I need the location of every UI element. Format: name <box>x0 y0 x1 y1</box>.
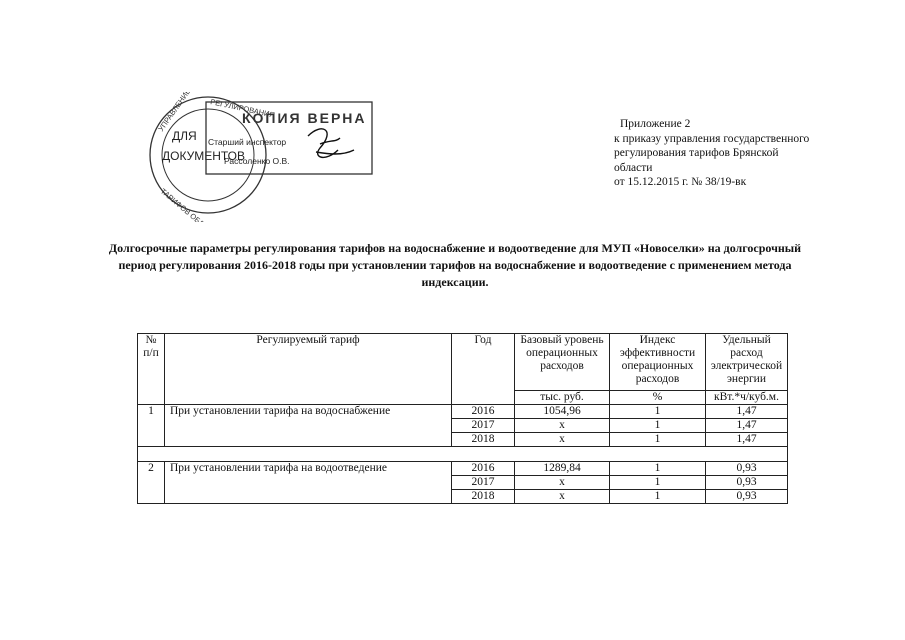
unit-base: тыс. руб. <box>515 391 610 405</box>
seal-ring-text-left: УПРАВЛЕНИЕ ГОС. <box>156 92 204 134</box>
header-tariff: Регулируемый тариф <box>165 334 452 405</box>
cell-year: 2017 <box>452 476 515 490</box>
certification-stamp <box>140 92 380 222</box>
stamp-seal-svg <box>140 92 380 222</box>
appendix-reference <box>614 117 884 190</box>
cell-base: х <box>515 433 610 447</box>
appendix-line-2: к приказу управления государственного <box>614 132 810 145</box>
seal-ring-text-top: РЕГУЛИРОВАНИЯ <box>209 97 276 120</box>
header-num: № п/п <box>138 334 165 405</box>
cell-year: 2017 <box>452 419 515 433</box>
unit-index: % <box>610 391 706 405</box>
copy-stamp-text: КОПИЯ ВЕРНА <box>242 110 367 126</box>
group-tariff: При установлении тарифа на водоснабжение <box>165 405 452 447</box>
group-num: 2 <box>138 462 165 504</box>
stamp-for-docs-line2: ДОКУМЕНТОВ <box>162 149 246 163</box>
cell-base: 1289,84 <box>515 462 610 476</box>
cell-index: 1 <box>610 419 706 433</box>
cell-energy: 1,47 <box>706 405 788 419</box>
cell-index: 1 <box>610 476 706 490</box>
appendix-line-3: регулирования тарифов Брянской <box>614 147 779 159</box>
header-efficiency-index: Индекс эффективности операционных расходов <box>610 334 706 391</box>
spacer-cell <box>138 447 788 462</box>
table-row <box>138 405 788 419</box>
tariff-parameters-table <box>137 333 788 504</box>
cell-year: 2018 <box>452 433 515 447</box>
cell-base: 1054,96 <box>515 405 610 419</box>
cell-energy: 0,93 <box>706 476 788 490</box>
cell-index: 1 <box>610 462 706 476</box>
title-line-3: индексации. <box>421 275 489 289</box>
cell-base: х <box>515 419 610 433</box>
group-tariff: При установлении тарифа на водоотведение <box>165 462 452 504</box>
cell-base: х <box>515 476 610 490</box>
document-title <box>60 240 850 291</box>
header-energy-consumption: Удельный расход электрической энергии <box>706 334 788 391</box>
header-base-level: Базовый уровень операционных расходов <box>515 334 610 391</box>
appendix-line-5: от 15.12.2015 г. № 38/19-вк <box>614 176 747 188</box>
cell-energy: 0,93 <box>706 490 788 504</box>
stamp-position: Старший инспектор <box>208 137 287 147</box>
cell-index: 1 <box>610 490 706 504</box>
cell-index: 1 <box>610 433 706 447</box>
unit-energy: кВт.*ч/куб.м. <box>706 391 788 405</box>
seal-ring-text-bottom: ТАРИФОВ ОБЛАСТИ <box>158 186 222 222</box>
title-line-1: Долгосрочные параметры регулирования тарифов на водоснабжение и водоотведение для МУП «Новоселки» на долгосрочный <box>108 241 802 255</box>
stamp-for-docs-line1: ДЛЯ <box>172 129 197 143</box>
cell-energy: 1,47 <box>706 433 788 447</box>
cell-energy: 1,47 <box>706 419 788 433</box>
cell-energy: 0,93 <box>706 462 788 476</box>
header-year: Год <box>452 334 515 405</box>
cell-index: 1 <box>610 405 706 419</box>
table-row <box>138 462 788 476</box>
table-header-row <box>138 334 788 391</box>
group-num: 1 <box>138 405 165 447</box>
title-line-2: период регулирования 2016-2018 годы при установлении тарифов на водоснабжение и водоотведение с применением метода <box>118 258 792 272</box>
cell-year: 2016 <box>452 462 515 476</box>
appendix-line-4: области <box>614 161 653 174</box>
table-spacer-row <box>138 447 788 462</box>
stamp-name: Рассоленко О.В. <box>224 156 290 166</box>
cell-year: 2016 <box>452 405 515 419</box>
appendix-line-1: Приложение 2 <box>620 118 691 130</box>
signature <box>308 129 354 158</box>
cell-year: 2018 <box>452 490 515 504</box>
cell-base: х <box>515 490 610 504</box>
